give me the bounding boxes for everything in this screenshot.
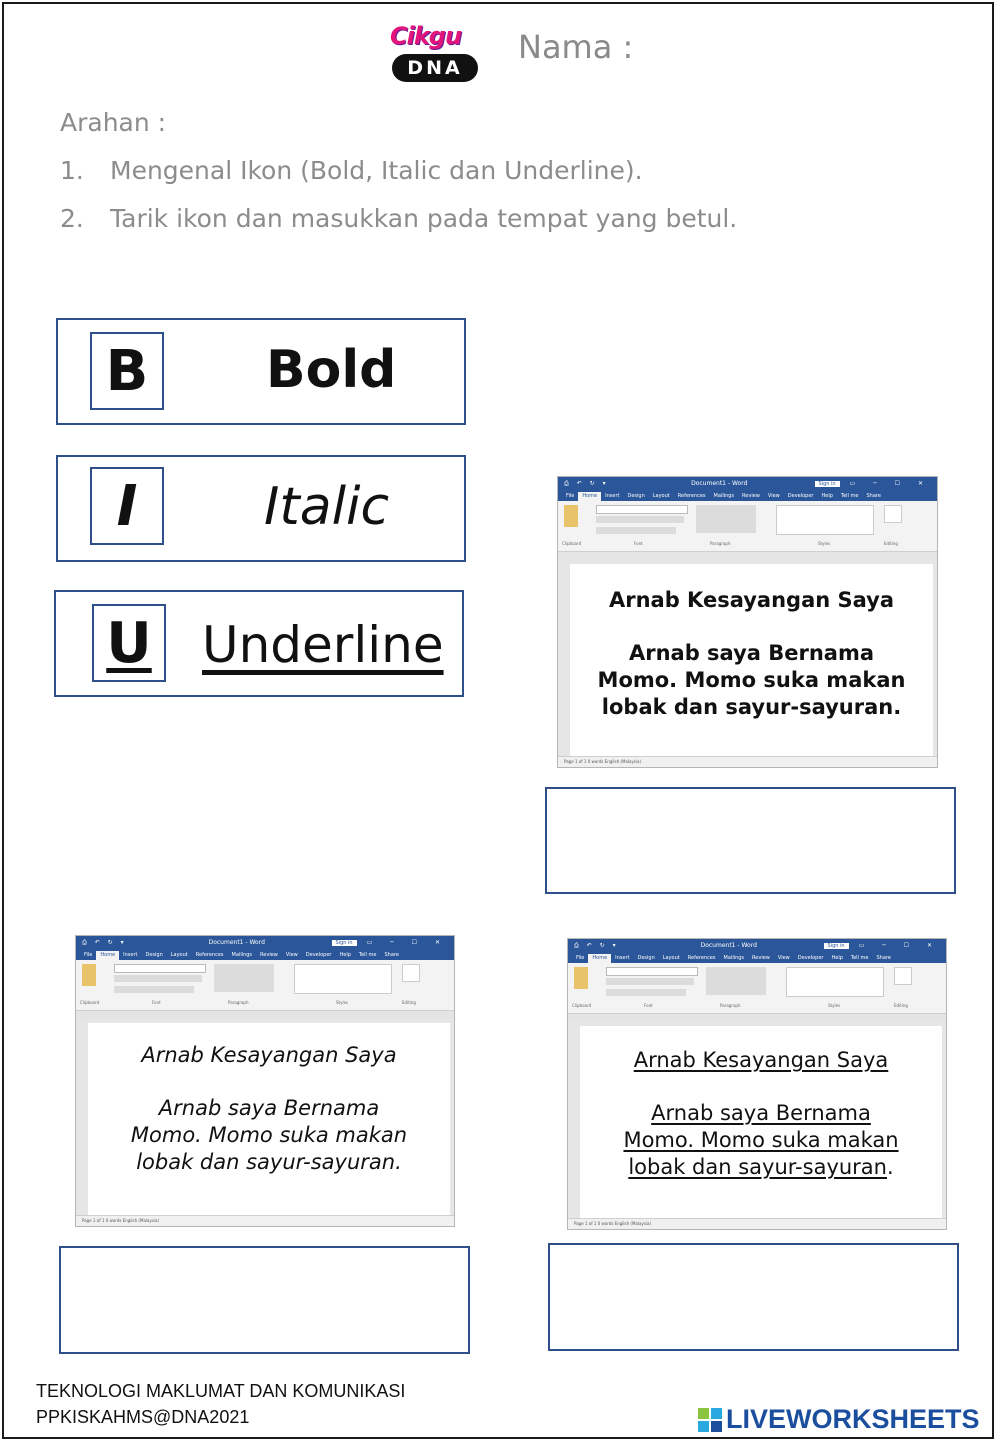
tab-mailings[interactable]: Mailings — [231, 952, 253, 958]
tab-view[interactable]: View — [767, 493, 780, 499]
word-statusbar: Page 1 of 1 0 words English (Malaysia) — [76, 1215, 454, 1226]
tab-references[interactable]: References — [687, 955, 716, 961]
group-label-clipboard: Clipboard — [572, 1003, 592, 1008]
name-label: Nama : — [518, 28, 634, 66]
group-label-paragraph: Paragraph — [720, 1003, 741, 1008]
styles-gallery[interactable] — [294, 964, 392, 994]
italic-icon[interactable]: I — [90, 467, 164, 545]
paste-icon[interactable] — [564, 505, 578, 527]
tab-review[interactable]: Review — [260, 952, 278, 958]
bold-label: Bold — [266, 340, 397, 400]
doc-title-text — [580, 1048, 942, 1072]
footer-code: PPKISKAHMS@DNA2021 — [36, 1407, 250, 1427]
doc-end-punct: . — [887, 1155, 894, 1179]
drop-target-bold[interactable] — [545, 787, 956, 894]
tab-tell-me[interactable]: Tell me — [850, 955, 869, 961]
instruction-text: Tarik ikon dan masukkan pada tempat yang betul. — [110, 204, 738, 233]
drop-target-italic[interactable] — [59, 1246, 470, 1354]
tab-design[interactable]: Design — [145, 952, 163, 958]
document-area — [568, 1022, 946, 1219]
doc-line-2: Momo. Momo suka makan — [597, 668, 906, 692]
paragraph-buttons[interactable] — [214, 964, 274, 992]
instruction-text: Mengenal Ikon (Bold, Italic dan Underline). — [110, 156, 643, 185]
instruction-number: 2. — [60, 204, 84, 233]
underline-icon[interactable]: U — [92, 604, 166, 682]
font-color-buttons[interactable] — [114, 986, 194, 993]
doc-title-text: Arnab Kesayangan Saya — [608, 588, 895, 612]
tab-layout[interactable]: Layout — [170, 952, 188, 958]
tab-home[interactable]: Home — [588, 954, 611, 963]
doc-line-2-text: Momo. Momo suka makan — [623, 1128, 899, 1152]
word-window-italic — [75, 935, 455, 1227]
font-format-buttons[interactable] — [114, 975, 202, 982]
italic-label: Italic — [264, 477, 390, 537]
word-titlebar — [568, 939, 946, 952]
window-controls[interactable]: ▭ ─ ☐ ✕ — [858, 942, 940, 949]
font-format-buttons[interactable] — [606, 978, 694, 985]
tab-share[interactable]: Share — [876, 955, 891, 961]
doc-body — [570, 640, 933, 721]
tab-review[interactable]: Review — [752, 955, 770, 961]
tab-tell-me[interactable]: Tell me — [358, 952, 377, 958]
tab-home[interactable]: Home — [96, 951, 119, 960]
tab-layout[interactable]: Layout — [662, 955, 680, 961]
tab-references[interactable]: References — [677, 493, 706, 499]
doc-title-underlined: Arnab Kesayangan Saya — [633, 1048, 889, 1072]
group-label-editing: Editing — [402, 1000, 416, 1005]
bold-card — [56, 318, 466, 425]
ribbon — [76, 960, 454, 1011]
group-label-font: Font — [644, 1003, 653, 1008]
tab-design[interactable]: Design — [627, 493, 645, 499]
drop-target-underline[interactable] — [548, 1243, 959, 1351]
cikgu-dna-logo — [388, 20, 482, 86]
styles-gallery[interactable] — [776, 505, 874, 535]
instruction-item — [60, 156, 643, 185]
doc-line-1-text: Arnab saya Bernama — [651, 1101, 871, 1125]
underline-card — [54, 590, 464, 697]
word-window-underline — [567, 938, 947, 1230]
tab-file[interactable]: File — [84, 952, 93, 958]
doc-line-1 — [580, 1100, 942, 1127]
document-page[interactable] — [570, 564, 933, 757]
paste-icon[interactable] — [574, 967, 588, 989]
word-statusbar: Page 1 of 1 0 words English (Malaysia) — [568, 1218, 946, 1229]
liveworksheets-text: LIVEWORKSHEETS — [726, 1404, 980, 1434]
word-statusbar: Page 1 of 1 0 words English (Malaysia) — [558, 756, 937, 767]
styles-gallery[interactable] — [786, 967, 884, 997]
group-label-editing: Editing — [894, 1003, 908, 1008]
group-label-editing: Editing — [884, 541, 898, 546]
group-label-paragraph: Paragraph — [228, 1000, 249, 1005]
doc-body — [88, 1095, 450, 1176]
tab-references[interactable]: References — [195, 952, 224, 958]
tab-help[interactable]: Help — [821, 493, 833, 499]
doc-line-1: Arnab saya Bernama — [158, 1096, 380, 1120]
ribbon-tabs — [558, 490, 937, 501]
tab-help[interactable]: Help — [339, 952, 351, 958]
document-area — [558, 560, 937, 757]
ribbon — [568, 963, 946, 1014]
font-color-buttons[interactable] — [606, 989, 686, 996]
document-area — [76, 1019, 454, 1216]
font-color-buttons[interactable] — [596, 527, 676, 534]
document-page[interactable] — [580, 1026, 942, 1219]
bold-icon[interactable]: B — [90, 332, 164, 410]
word-doc-title: Document1 - Word — [691, 480, 748, 487]
window-controls[interactable]: ▭ ─ ☐ ✕ — [849, 480, 931, 487]
editing-search-icon[interactable] — [894, 967, 912, 985]
tab-insert[interactable]: Insert — [123, 952, 138, 958]
tab-file[interactable]: File — [576, 955, 585, 961]
word-window-bold — [557, 476, 938, 768]
underline-label: Underline — [202, 616, 444, 674]
group-label-font: Font — [152, 1000, 161, 1005]
doc-end-punct: . — [395, 1150, 402, 1174]
doc-title-text: Arnab Kesayangan Saya — [141, 1043, 397, 1067]
group-label-font: Font — [634, 541, 643, 546]
editing-search-icon[interactable] — [402, 964, 420, 982]
sign-in-button[interactable]: Sign in — [815, 481, 840, 487]
quick-access-icons: ⎙ ↶ ↻ ▾ — [82, 938, 127, 946]
word-doc-title: Document1 - Word — [208, 939, 265, 946]
ribbon-tabs — [76, 949, 454, 960]
tab-mailings[interactable]: Mailings — [723, 955, 745, 961]
doc-end-punct: . — [893, 695, 902, 719]
paste-icon[interactable] — [82, 964, 96, 986]
liveworksheets-logo-icon — [698, 1408, 722, 1432]
italic-card — [56, 455, 466, 562]
quick-access-icons: ⎙ ↶ ↻ ▾ — [574, 941, 619, 949]
instruction-item — [60, 204, 737, 233]
group-label-styles: Styles — [828, 1003, 841, 1008]
tab-tell-me[interactable]: Tell me — [840, 493, 859, 499]
tab-developer[interactable]: Developer — [797, 955, 824, 961]
tab-view[interactable]: View — [777, 955, 790, 961]
group-label-styles: Styles — [336, 1000, 349, 1005]
sign-in-button[interactable]: Sign in — [824, 943, 849, 949]
liveworksheets-brand — [698, 1404, 980, 1435]
instructions-title: Arahan : — [60, 108, 167, 137]
group-label-paragraph: Paragraph — [710, 541, 731, 546]
font-name-box[interactable] — [606, 967, 698, 976]
tab-share[interactable]: Share — [866, 493, 881, 499]
group-label-styles: Styles — [818, 541, 831, 546]
tab-developer[interactable]: Developer — [787, 493, 814, 499]
tab-file[interactable]: File — [566, 493, 575, 499]
tab-design[interactable]: Design — [637, 955, 655, 961]
word-doc-title: Document1 - Word — [700, 942, 757, 949]
doc-line-2: Momo. Momo suka makan — [130, 1123, 408, 1147]
tab-help[interactable]: Help — [831, 955, 843, 961]
instruction-number: 1. — [60, 156, 84, 185]
doc-line-3-text: lobak dan sayur-sayuran — [136, 1150, 396, 1174]
quick-access-icons: ⎙ ↶ ↻ ▾ — [564, 479, 609, 487]
tab-share[interactable]: Share — [384, 952, 399, 958]
logo-bottom-text: DNA — [392, 54, 478, 82]
paragraph-buttons[interactable] — [706, 967, 766, 995]
tab-insert[interactable]: Insert — [615, 955, 630, 961]
window-controls[interactable]: ▭ ─ ☐ ✕ — [366, 939, 448, 946]
group-label-clipboard: Clipboard — [80, 1000, 100, 1005]
tab-layout[interactable]: Layout — [652, 493, 670, 499]
font-name-box[interactable] — [114, 964, 206, 973]
footer-subject: TEKNOLOGI MAKLUMAT DAN KOMUNIKASI — [36, 1381, 406, 1401]
doc-line-3 — [580, 1154, 942, 1181]
doc-line-3-text: lobak dan sayur-sayuran — [601, 695, 894, 719]
doc-line-3-text: lobak dan sayur-sayuran — [628, 1155, 887, 1179]
editing-search-icon[interactable] — [884, 505, 902, 523]
tab-view[interactable]: View — [285, 952, 298, 958]
tab-home[interactable]: Home — [578, 492, 601, 501]
tab-review[interactable]: Review — [742, 493, 760, 499]
doc-line-3 — [570, 694, 933, 721]
font-name-box[interactable] — [596, 505, 688, 514]
paragraph-buttons[interactable] — [696, 505, 756, 533]
word-titlebar — [76, 936, 454, 949]
word-titlebar — [558, 477, 937, 490]
tab-mailings[interactable]: Mailings — [713, 493, 735, 499]
document-page[interactable] — [88, 1023, 450, 1216]
ribbon — [558, 501, 937, 552]
doc-line-1: Arnab saya Bernama — [628, 641, 875, 665]
sign-in-button[interactable]: Sign in — [332, 940, 357, 946]
doc-line-3 — [88, 1149, 450, 1176]
tab-insert[interactable]: Insert — [605, 493, 620, 499]
doc-body — [580, 1100, 942, 1181]
tab-developer[interactable]: Developer — [305, 952, 332, 958]
font-format-buttons[interactable] — [596, 516, 684, 523]
logo-top-text: Cikgu — [390, 22, 462, 50]
ribbon-tabs — [568, 952, 946, 963]
group-label-clipboard: Clipboard — [562, 541, 582, 546]
doc-line-2 — [580, 1127, 942, 1154]
